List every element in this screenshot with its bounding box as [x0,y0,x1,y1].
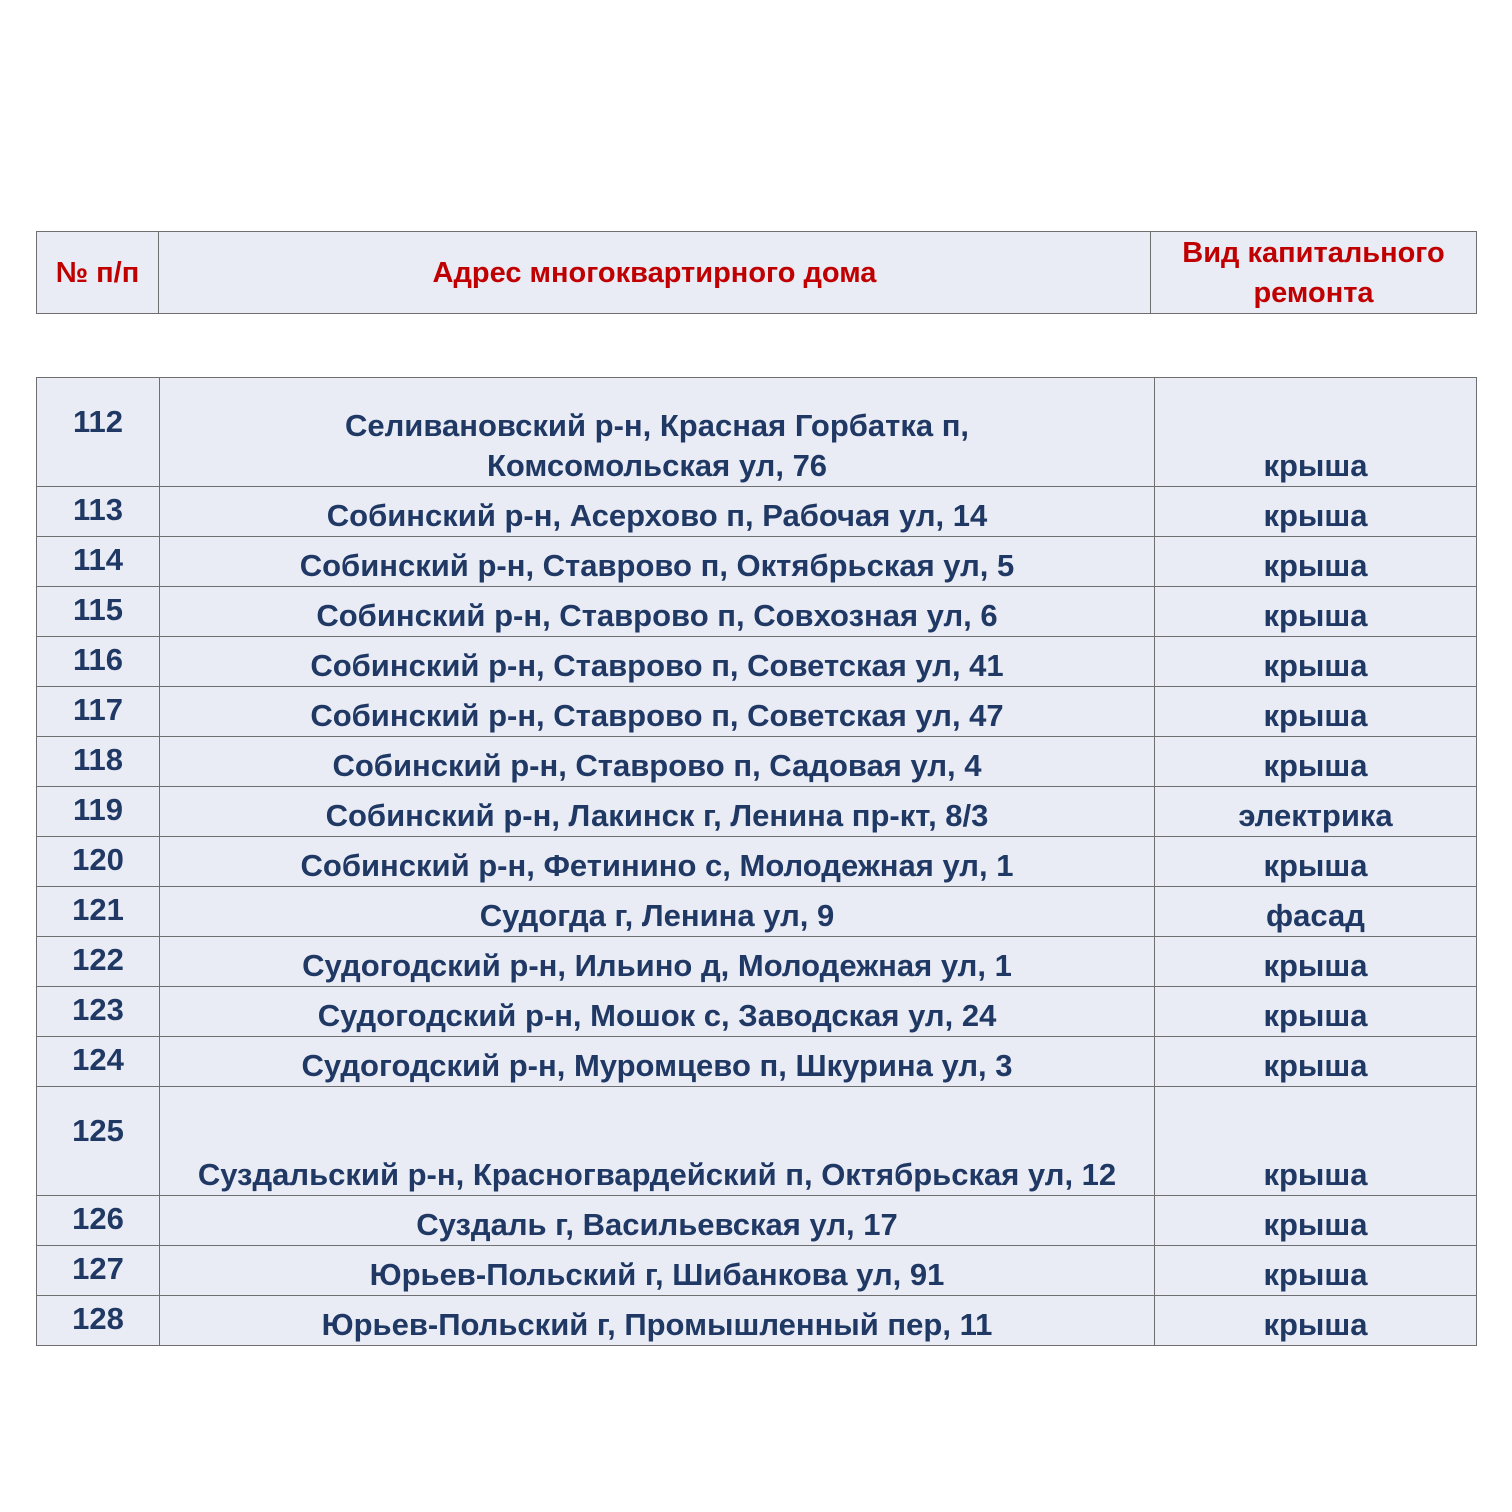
row-repair-type: фасад [1155,887,1477,937]
table-row [37,587,1477,637]
table-row [37,937,1477,987]
row-repair-type: крыша [1155,487,1477,537]
row-address: Судогодский р-н, Муромцево п, Шкурина ул, 3 [160,1037,1155,1087]
row-number: 124 [37,1037,160,1087]
row-number: 126 [37,1196,160,1246]
row-address: Собинский р-н, Ставрово п, Совхозная ул, 6 [160,587,1155,637]
row-number: 120 [37,837,160,887]
row-address: Собинский р-н, Ставрово п, Советская ул, 41 [160,637,1155,687]
table-row [37,1196,1477,1246]
table-row [37,1087,1477,1196]
row-repair-type: крыша [1155,1087,1477,1196]
row-address: Судогодский р-н, Ильино д, Молодежная ул, 1 [160,937,1155,987]
row-repair-type: крыша [1155,837,1477,887]
row-repair-type: электрика [1155,787,1477,837]
table-row [37,1246,1477,1296]
row-number: 125 [37,1087,160,1196]
row-repair-type: крыша [1155,987,1477,1037]
table-row [37,537,1477,587]
row-number: 116 [37,637,160,687]
row-address: Собинский р-н, Ставрово п, Октябрьская ул, 5 [160,537,1155,587]
row-address [160,378,1155,487]
row-repair-type: крыша [1155,1296,1477,1346]
table-row [37,637,1477,687]
row-number: 121 [37,887,160,937]
row-number: 128 [37,1296,160,1346]
row-repair-type: крыша [1155,378,1477,487]
row-address: Собинский р-н, Асерхово п, Рабочая ул, 14 [160,487,1155,537]
header-repair: Вид капитального ремонта [1151,232,1477,314]
table-row [37,687,1477,737]
table-row [37,737,1477,787]
header-table [36,231,1477,314]
row-address: Суздаль г, Васильевская ул, 17 [160,1196,1155,1246]
table-row [37,1037,1477,1087]
row-number: 118 [37,737,160,787]
row-repair-type: крыша [1155,1196,1477,1246]
data-table [36,377,1477,1346]
row-address: Собинский р-н, Фетинино с, Молодежная ул, 1 [160,837,1155,887]
row-address: Собинский р-н, Лакинск г, Ленина пр-кт, 8/3 [160,787,1155,837]
row-address: Юрьев-Польский г, Шибанкова ул, 91 [160,1246,1155,1296]
row-address: Суздальский р-н, Красногвардейский п, Октябрьская ул, 12 [160,1087,1155,1196]
row-address: Собинский р-н, Ставрово п, Советская ул, 47 [160,687,1155,737]
address-line: Селивановский р-н, Красная Горбатка п, [344,408,970,443]
row-number: 123 [37,987,160,1037]
table-row [37,487,1477,537]
row-repair-type: крыша [1155,737,1477,787]
header-address: Адрес многоквартирного дома [159,232,1151,314]
row-repair-type: крыша [1155,687,1477,737]
table-row [37,787,1477,837]
header-row [37,232,1477,314]
row-repair-type: крыша [1155,937,1477,987]
row-address: Судогодский р-н, Мошок с, Заводская ул, 24 [160,987,1155,1037]
table-row [37,987,1477,1037]
row-repair-type: крыша [1155,1037,1477,1087]
row-repair-type: крыша [1155,537,1477,587]
row-repair-type: крыша [1155,1246,1477,1296]
row-address: Собинский р-н, Ставрово п, Садовая ул, 4 [160,737,1155,787]
row-repair-type: крыша [1155,587,1477,637]
address-line: Комсомольская ул, 76 [486,448,828,483]
row-repair-type: крыша [1155,637,1477,687]
table-row [37,1296,1477,1346]
data-table-body [37,378,1477,1346]
table-row [37,837,1477,887]
row-number: 113 [37,487,160,537]
row-number: 122 [37,937,160,987]
row-number: 114 [37,537,160,587]
row-number: 115 [37,587,160,637]
table-row [37,378,1477,487]
row-address: Юрьев-Польский г, Промышленный пер, 11 [160,1296,1155,1346]
row-address: Судогда г, Ленина ул, 9 [160,887,1155,937]
row-number: 117 [37,687,160,737]
row-number: 119 [37,787,160,837]
row-number: 127 [37,1246,160,1296]
header-num: № п/п [37,232,159,314]
table-row [37,887,1477,937]
row-number: 112 [37,378,160,487]
